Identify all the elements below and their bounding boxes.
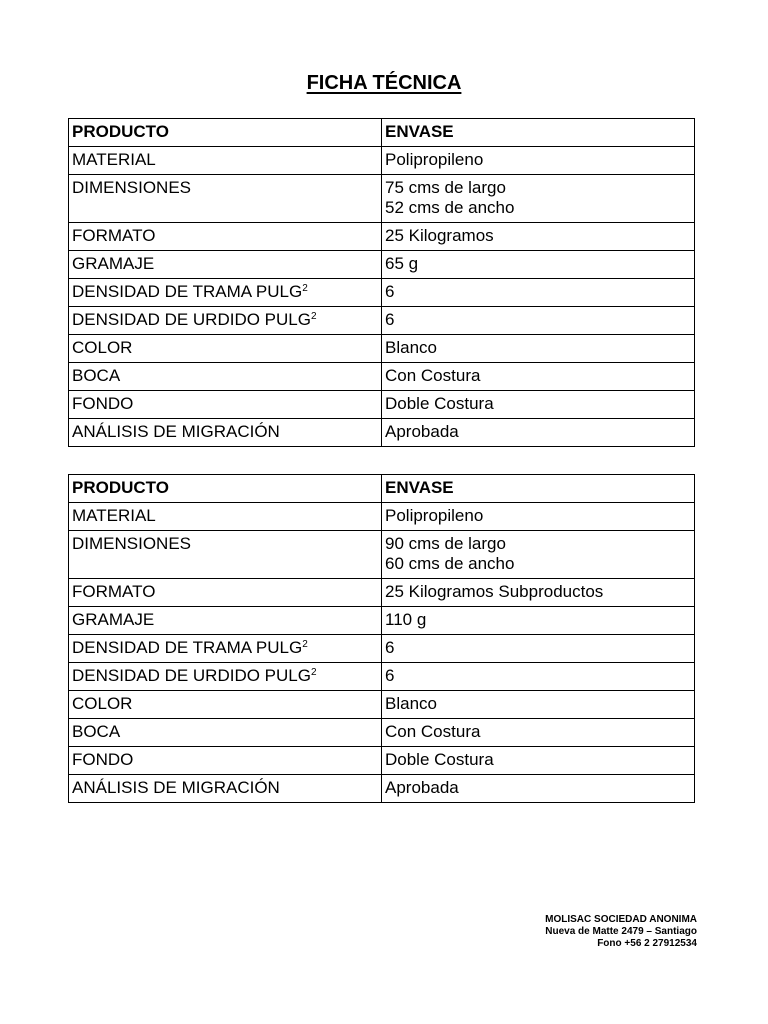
dimension-length: 75 cms de largo — [385, 178, 506, 197]
superscript: 2 — [310, 311, 317, 322]
table-row — [69, 719, 695, 747]
table-row — [69, 307, 695, 335]
row-label — [69, 279, 382, 307]
row-label: COLOR — [69, 691, 382, 719]
row-value: 65 g — [382, 251, 695, 279]
row-value: Aprobada — [382, 775, 695, 803]
row-value: 25 Kilogramos — [382, 223, 695, 251]
row-value: 25 Kilogramos Subproductos — [382, 579, 695, 607]
spec-table-2 — [68, 474, 695, 803]
row-value: 6 — [382, 635, 695, 663]
header-producto: PRODUCTO — [69, 475, 382, 503]
header-envase: ENVASE — [382, 475, 695, 503]
company-phone: Fono +56 2 27912534 — [597, 938, 697, 949]
row-value: 6 — [382, 307, 695, 335]
dimension-width: 52 cms de ancho — [385, 198, 515, 217]
table-row — [69, 391, 695, 419]
dimension-width: 60 cms de ancho — [385, 554, 515, 573]
row-label: MATERIAL — [69, 147, 382, 175]
header-producto: PRODUCTO — [69, 119, 382, 147]
table-row — [69, 579, 695, 607]
row-label — [69, 663, 382, 691]
row-label: MATERIAL — [69, 503, 382, 531]
table-row — [69, 363, 695, 391]
spec-table-1 — [68, 118, 695, 447]
row-label: BOCA — [69, 363, 382, 391]
row-label: FONDO — [69, 391, 382, 419]
row-value: Blanco — [382, 335, 695, 363]
table-row — [69, 251, 695, 279]
row-value: Con Costura — [382, 363, 695, 391]
table-row — [69, 531, 695, 579]
row-value: Doble Costura — [382, 747, 695, 775]
table-header-row — [69, 119, 695, 147]
header-envase: ENVASE — [382, 119, 695, 147]
table-row — [69, 635, 695, 663]
row-value: Doble Costura — [382, 391, 695, 419]
table-row — [69, 691, 695, 719]
table-row — [69, 419, 695, 447]
table-row — [69, 335, 695, 363]
table-header-row — [69, 475, 695, 503]
row-label: GRAMAJE — [69, 251, 382, 279]
row-value: 6 — [382, 279, 695, 307]
row-label-text: DENSIDAD DE URDIDO PULG — [72, 310, 311, 329]
row-value: 110 g — [382, 607, 695, 635]
row-label: GRAMAJE — [69, 607, 382, 635]
row-value: Con Costura — [382, 719, 695, 747]
row-label: FONDO — [69, 747, 382, 775]
row-label — [69, 307, 382, 335]
row-value: Polipropileno — [382, 503, 695, 531]
superscript: 2 — [310, 667, 317, 678]
dimension-length: 90 cms de largo — [385, 534, 506, 553]
row-value — [382, 175, 695, 223]
table-row — [69, 775, 695, 803]
company-address: Nueva de Matte 2479 – Santiago — [545, 926, 697, 937]
row-label: DIMENSIONES — [69, 531, 382, 579]
row-label-text: DENSIDAD DE URDIDO PULG — [72, 666, 311, 685]
row-value: Blanco — [382, 691, 695, 719]
table-row — [69, 503, 695, 531]
table-row — [69, 663, 695, 691]
row-label: COLOR — [69, 335, 382, 363]
row-label-text: DENSIDAD DE TRAMA PULG — [72, 282, 303, 301]
row-label-text: DENSIDAD DE TRAMA PULG — [72, 638, 303, 657]
row-value: Polipropileno — [382, 147, 695, 175]
superscript: 2 — [302, 639, 308, 650]
row-label — [69, 635, 382, 663]
table-row — [69, 223, 695, 251]
row-value: 6 — [382, 663, 695, 691]
superscript: 2 — [302, 283, 308, 294]
row-label: FORMATO — [69, 223, 382, 251]
page-title: FICHA TÉCNICA — [306, 72, 462, 94]
row-label: FORMATO — [69, 579, 382, 607]
company-name: MOLISAC SOCIEDAD ANONIMA — [545, 914, 697, 925]
company-footer — [545, 914, 697, 950]
row-value — [382, 531, 695, 579]
row-value: Aprobada — [382, 419, 695, 447]
table-row — [69, 175, 695, 223]
row-label: DIMENSIONES — [69, 175, 382, 223]
row-label: ANÁLISIS DE MIGRACIÓN — [69, 775, 382, 803]
table-row — [69, 747, 695, 775]
row-label: ANÁLISIS DE MIGRACIÓN — [69, 419, 382, 447]
table-row — [69, 147, 695, 175]
table-row — [69, 607, 695, 635]
row-label: BOCA — [69, 719, 382, 747]
table-row — [69, 279, 695, 307]
